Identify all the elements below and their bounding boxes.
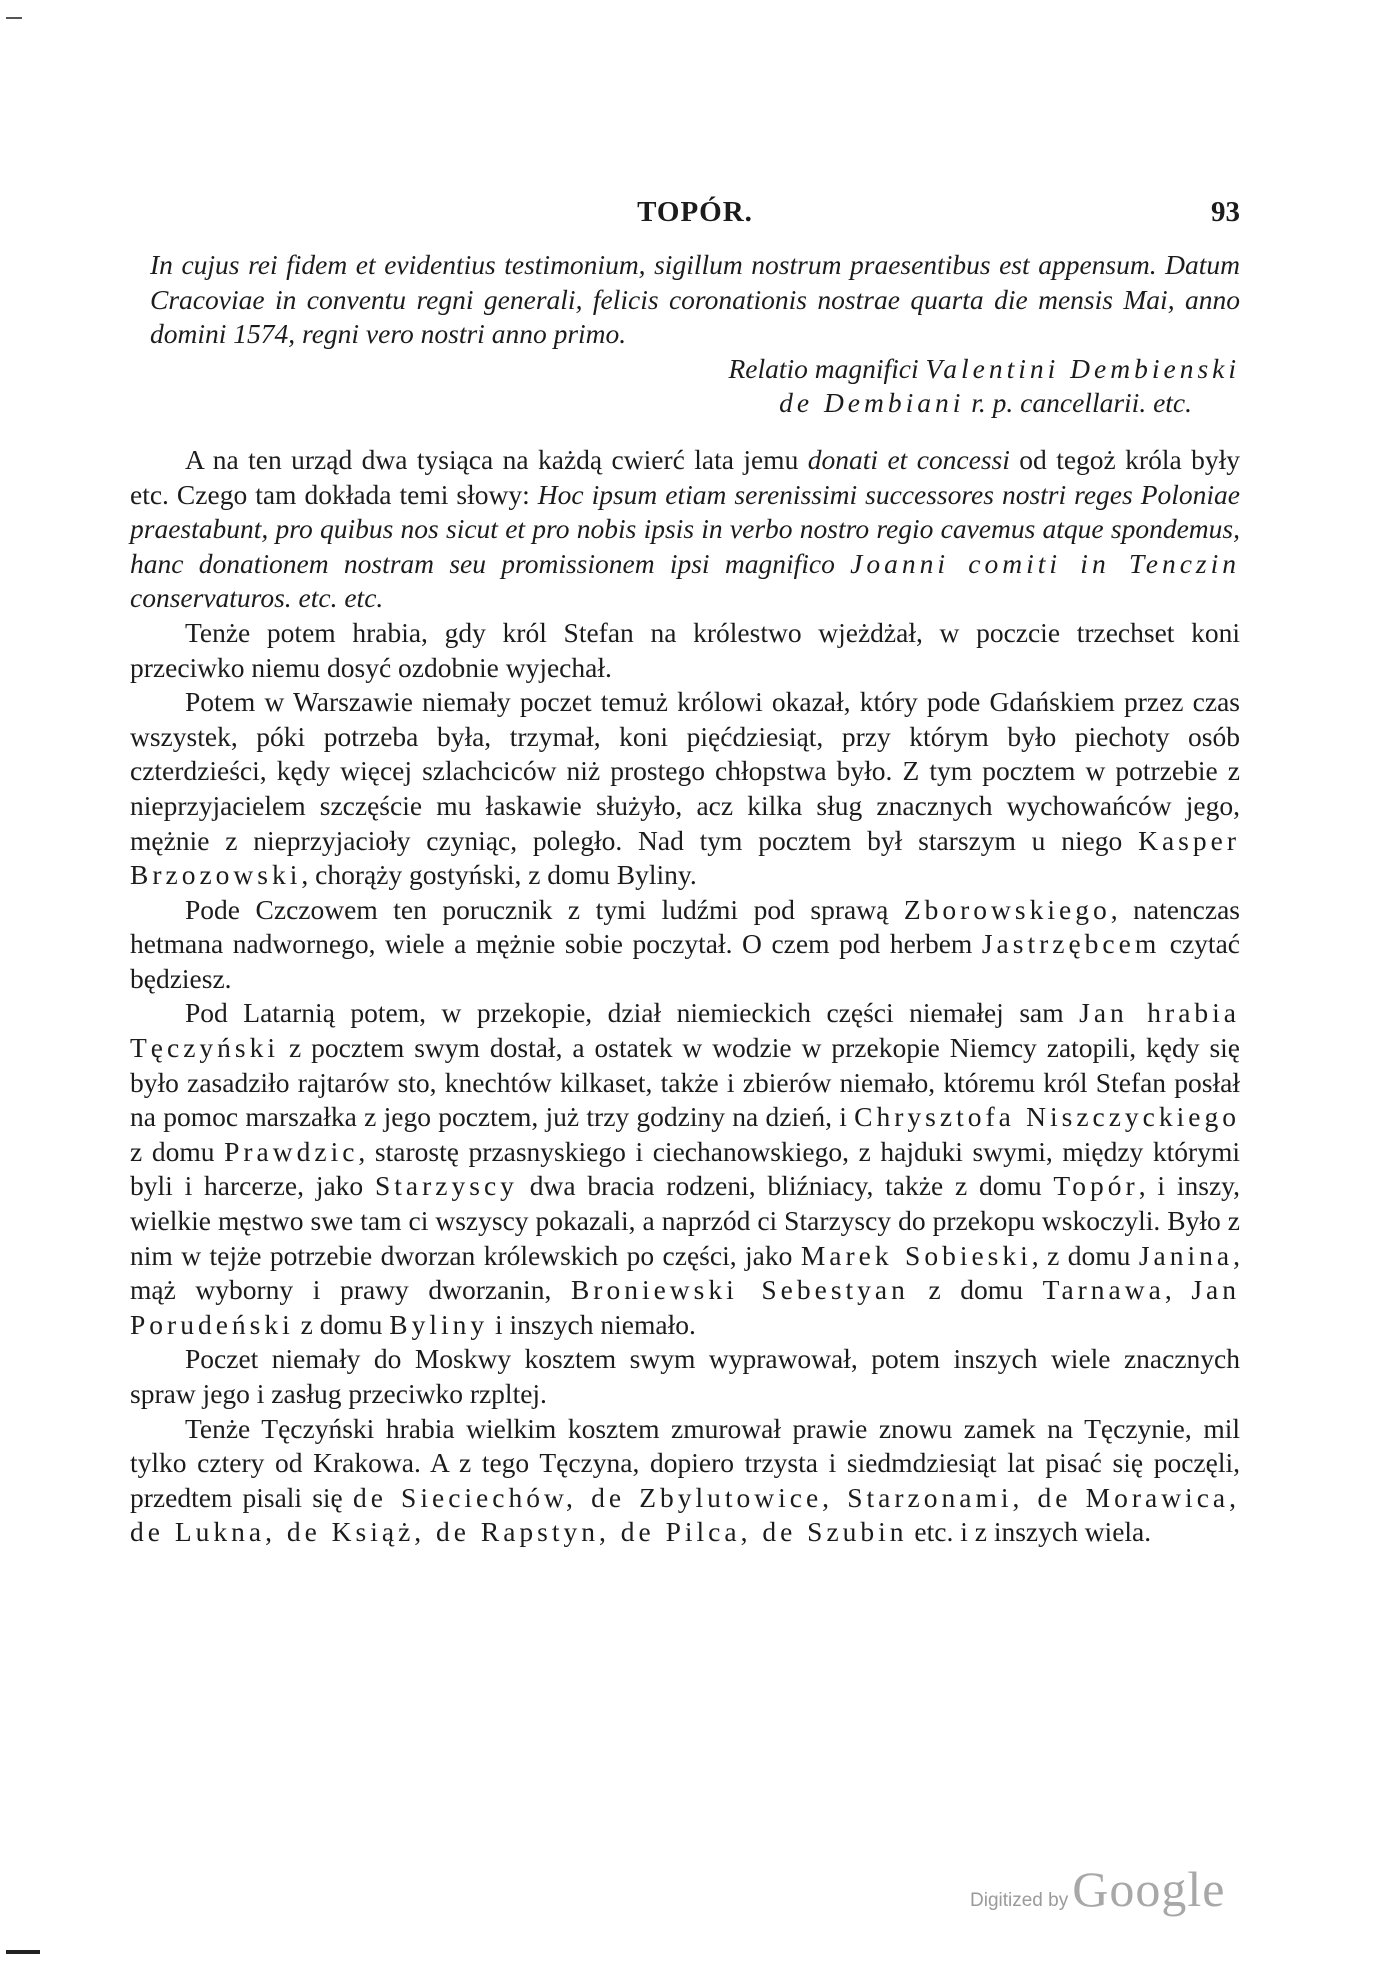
p5-name-2: Chrysztofa Niszczyckiego — [854, 1101, 1240, 1133]
p5-name-1: Jan hrabia Tęczyński — [130, 997, 1240, 1064]
p1-latin: donati et concessi — [807, 443, 1010, 475]
paragraph-1 — [130, 443, 1240, 616]
p5-name-5: Broniewski Sebestyan — [570, 1274, 909, 1306]
p5-herb-1: Prawdzic — [224, 1135, 359, 1167]
p3-name: Kasper Brzozowski — [130, 824, 1240, 891]
p7-text-2: etc. i z inszych wiela. — [907, 1516, 1152, 1548]
p1-text-2: od tegoż króla były etc. Czego tam dokłada temi słowy: — [130, 443, 1240, 510]
p7-text: Tenże Tęczyński hrabia wielkim kosztem zmurował prawie znowu zamek na Tęczynie, mil tylko cztery od Krakowa. A z tego Tęczyna, dopiero trzysta i siedmdziesiąt lat pisać się poczęli, przedtem pisali się — [130, 1412, 1240, 1513]
p3-text: Potem w Warszawie niemały poczet temuż królowi okazał, który pode Gdańskiem przez czas wszystek, póki potrzeba była, trzymał, koni pięćdziesiąt, przy którym było piechoty osób czterdzieści, kędy więcej szlachciców niż prostego chłopstwa było. Z tym pocztem w potrzebie z nieprzyjacielem szczęście mu łaskawie służyło, acz kilka sług znacznych wychowańców jego, mężnie z nieprzyjacioły czyniąc, poległo. Nad tym pocztem był starszym u niego — [130, 686, 1240, 856]
p5-text-9: z domu — [908, 1274, 1043, 1306]
p5-name-6: Jan Porudeński — [130, 1274, 1240, 1340]
scan-mark-bottom — [6, 1950, 40, 1954]
p4-herb: Jastrzębcem — [981, 928, 1161, 960]
relatio-name: Valentini Dembienski — [925, 352, 1240, 384]
google-logo: Google — [1072, 1861, 1226, 1917]
relatio-suffix: r. p. cancellarii. etc. — [964, 387, 1192, 419]
watermark-small-text: Digitized by — [970, 1890, 1069, 1911]
p3-text-2: , chorąży gostyński, z domu Byliny. — [301, 859, 697, 891]
paragraph-5 — [130, 996, 1240, 1342]
relatio-prefix: Relatio magnifici — [728, 352, 926, 384]
p5-herb-4: Tarnawa — [1042, 1274, 1165, 1306]
p4-text: Pode Czczowem ten porucznik z tymi ludźmi pod sprawą — [185, 893, 904, 925]
relatio-line-2 — [130, 386, 1240, 421]
paragraph-6: Poczet niemały do Moskwy kosztem swym wyprawował, potem inszych wiele znacznych spraw jego i zasług przeciwko rzpltej. — [130, 1343, 1240, 1409]
running-header — [150, 196, 1240, 236]
p5-name-3: Starzyscy — [374, 1170, 518, 1202]
p1-latin-quote: Hoc ipsum etiam serenissimi successores nostri reges Poloniae praestabunt, pro quibus nos sicut et pro nobis ipsis in verbo nostro regio cavemus atque spondemus, hanc donationem nostram seu promissionem ipsi magnifico — [130, 478, 1240, 579]
p5-text-2: z pocztem swym dostał, a ostatek w wodzie w przekopie Niemcy zatopili, kędy się było zasadziło rajtarów sto, knechtów kilkaset, także i zbierów niemało, któremu król Stefan posłał na pomoc marszałka z jego pocztem, już trzy godziny na dzień, i — [130, 1032, 1240, 1133]
p5-text-5: dwa bracia rodzeni, bliźniacy, także z domu — [517, 1170, 1054, 1202]
p7-places: de Sieciechów, de Zbylutowice, Starzonami, de Morawica, de Lukna, de Książ, de Rapstyn, de Pilca, de Szubin — [130, 1481, 1240, 1548]
p5-herb-2: Topór — [1053, 1170, 1139, 1202]
paragraph-3 — [130, 685, 1240, 893]
p1-latin-name: Joanni comiti in Tenczin — [850, 547, 1240, 579]
p5-text-12: i inszych niemało. — [488, 1308, 696, 1340]
p4-text-3: czytać będziesz. — [130, 928, 1240, 994]
p5-text-7: , z domu — [1031, 1239, 1139, 1271]
scan-mark — [6, 17, 22, 19]
p5-text-6: , i inszy, wielkie męstwo swe tam ci wszyscy pokazali, a naprzód ci Starzyscy do przekopu wskoczyli. Było z nim w tejże potrzebie dworzan królewskich po części, jako — [130, 1170, 1240, 1271]
p5-text-10: , — [1164, 1274, 1192, 1306]
p4-text-2: , natenczas hetmana nadwornego, wiele a mężnie sobie poczytał. O czem pod herbem — [130, 893, 1241, 960]
p5-text-3: z domu — [130, 1135, 225, 1167]
paragraph-4 — [130, 893, 1240, 997]
latin-passage: In cujus rei fidem et evidentius testimonium, sigillum nostrum praesentibus est appensum. Datum Cracoviae in conventu regni generali, felicis coronationis nostrae quarta die mensis Mai, anno domini 1574, regni vero nostri anno primo. — [150, 249, 1240, 350]
paragraph-7 — [130, 1412, 1240, 1550]
p4-name: Zborowskiego — [903, 893, 1111, 925]
relatio-line-1 — [130, 352, 1240, 387]
page-content — [130, 248, 1240, 1550]
relatio-place: de Dembiani — [779, 387, 965, 419]
p1-latin-end: conservaturos. etc. etc. — [130, 582, 384, 614]
google-watermark — [970, 1860, 1270, 1920]
p5-text-8: , mąż wyborny i prawy dworzanin, — [130, 1239, 1240, 1306]
paragraph-2: Tenże potem hrabia, gdy król Stefan na królestwo wjeżdżał, w poczcie trzechset koni przeciwko niemu dosyć ozdobnie wyjechał. — [130, 616, 1240, 683]
p5-herb-3: Janina — [1138, 1239, 1234, 1271]
running-title: TOPÓR. — [637, 196, 753, 228]
p5-text-4: , starostę przasnyskiego i ciechanowskiego, z hajduki swymi, między którymi byli i harcerze, jako — [130, 1135, 1240, 1202]
p1-text: A na ten urząd dwa tysiąca na każdą cwierć lata jemu — [185, 443, 808, 475]
p5-text-11: z domu — [293, 1308, 390, 1340]
p5-herb-5: Byliny — [389, 1308, 489, 1340]
page-number: 93 — [1211, 196, 1240, 228]
p5-name-4: Marek Sobieski — [800, 1239, 1032, 1271]
p5-text: Pod Latarnią potem, w przekopie, dział niemieckich części niemałej sam — [185, 997, 1080, 1029]
